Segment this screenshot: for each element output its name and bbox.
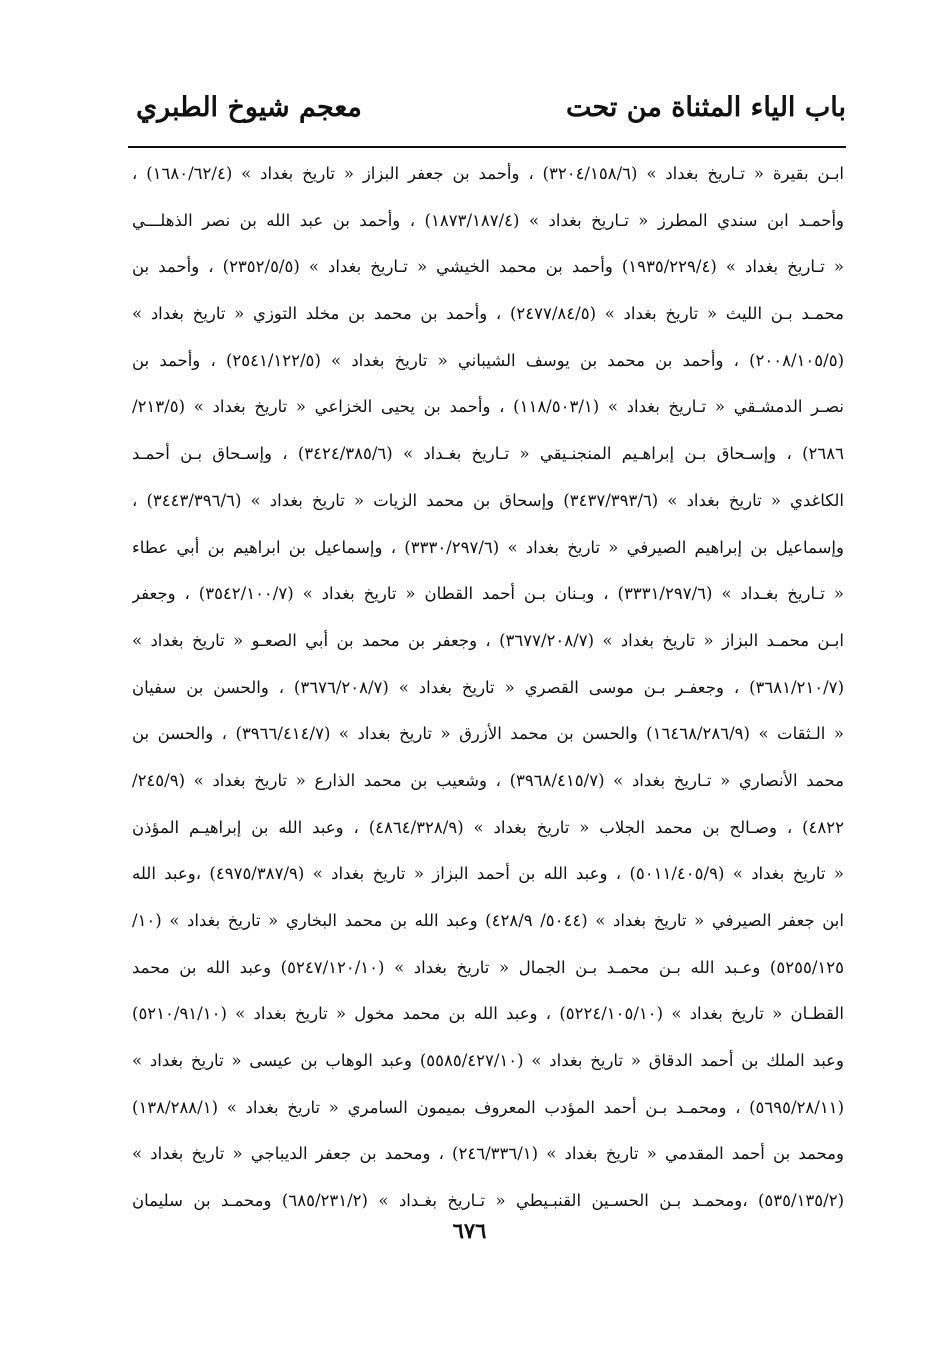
page-number: ٦٧٦ xyxy=(452,1218,487,1243)
text-line: « الـثقات » (١٦٤٦٨/٢٨٦/٩) والحسن بن محمد الأزرق « تاريخ بغداد » (٣٩٦٦/٤١٤/٧) ، والحسن بن xyxy=(132,724,844,744)
text-line: ٤٨٢٢) ، وصـالح بن محمد الجلاب « تاريخ بغداد » (٤٨٦٤/٣٢٨/٩) ، وعبد الله بن إبراهيـم المؤذن xyxy=(132,817,844,837)
text-line: ومحمد بن أحمد المقدمي « تاريخ بغداد » (٢٤٦/٣٣٦/١) ، ومحمد بن جعفر الديباجي « تاريخ بغداد » xyxy=(132,1144,844,1164)
text-line: (٢٠٠٨/١٠٥/٥) ، وأحمد بن محمد بن يوسف الشيباني « تاريخ بغداد » (٢٥٤١/١٢٢/٥) ، وأحمد بن xyxy=(132,350,844,370)
text-line: وعبد الملك بن أحمد الدقاق « تاريخ بغداد » (٥٥٨٥/٤٢٧/١٠) وعبد الوهاب بن عيسى « تاريخ بغداد » xyxy=(132,1051,844,1071)
text-line: محمد الأنصاري « تـاريخ بغداد » (٣٩٦٨/٤١٥/٧) ، وشعيب بن محمد الذارع « تاريخ بغداد » (٢٤٥/٩/ xyxy=(132,770,844,790)
text-line: « تاريخ بغداد » (٥٠١١/٤٠٥/٩) ، وعبد الله بن أحمد البزاز « تاريخ بغداد » (٤٩٧٥/٣٨٧/٩) ،وعبد الله xyxy=(132,864,844,884)
text-line: ابن جعفر الصيرفي « تاريخ بغداد » (٥٠٤٤/ ٤٢٨/٩) وعبد الله بن محمد البخاري « تاريخ بغداد » (١٠/ xyxy=(132,911,844,930)
text-line: ابـن محمـد البزاز « تاريخ بغداد » (٣٦٧٧/٢٠٨/٧) ، وجعفر بن محمد بن أبي الصعـو « تاريخ بغداد » xyxy=(132,630,844,650)
page-header xyxy=(128,92,846,142)
text-line: وأحمـد ابن سندي المطرز « تـاريخ بغداد » (١٨٧٣/١٨٧/٤) ، وأحمد بن عبد الله بن نصر الذهلـــي xyxy=(132,210,844,230)
text-line: (٥٣٥/١٣٥/٢) ،ومحمـد بـن الحسـين القنبـيطي « تـاريخ بغـداد » (٦٨٥/٢٣١/٢) ومحمـد بن سليمان xyxy=(132,1191,844,1211)
text-line: الكاغدي « تاريخ بغداد » (٣٤٣٧/٣٩٣/٦) وإسحاق بن محمد الزيات « تاريخ بغداد » (٣٤٤٣/٣٩٦/٦) ، xyxy=(132,490,844,510)
text-line: (٥٦٩٥/٢٨/١١) ، ومحمـد بـن أحمد المؤدب المعروف بميمون السامري « تاريخ بغداد » (١٣٨/٢٨٨/١) xyxy=(132,1097,844,1117)
text-line: وإسماعيل بن إبراهيم الصيرفي « تاريخ بغداد » (٣٣٣٠/٢٩٧/٦) ، وإسماعيل بن ابراهيم بن أبي عطاء xyxy=(132,537,844,557)
text-line: « تـاريخ بغـداد » (٣٣٣١/٢٩٧/٦) ، وبـنان بـن أحمد القطان « تاريخ بغداد » (٣٥٤٢/١٠٠/٧) ، وجعفر xyxy=(132,584,844,604)
chapter-title: باب الياء المثناة من تحت xyxy=(565,92,846,123)
text-line: ابـن بقيرة « تـاريخ بغداد » (٣٢٠٤/١٥٨/٦) ، وأحمد بن جعفر البزاز « تاريخ بغداد » (١٦٨٠/٦٢/٤) ، xyxy=(132,164,844,183)
text-line: « تـاريخ بغداد » (١٩٣٥/٢٢٩/٤) وأحمد بن محمد الخيشي « تـاريخ بغداد » (٢٣٥٢/٥/٥) ، وأحمد بن xyxy=(132,257,844,277)
text-line: ٥٢٥٥/١٢٥) وعـبد الله بـن محمـد بـن الجمال « تاريخ بغداد » (٥٢٤٧/١٢٠/١٠) وعبد الله بن محمد xyxy=(132,957,844,977)
body-text xyxy=(132,151,844,1225)
text-line: (٣٦٨١/٢١٠/٧) ، وجعفـر بـن موسى القصري « تاريخ بغداد » (٣٦٧٦/٢٠٨/٧) ، والحسن بن سفيان xyxy=(132,677,844,697)
header-divider xyxy=(128,146,846,148)
text-line: ٢٦٨٦) ، وإسـحاق بـن إبراهـيم المنجنـيقي « تـاريخ بغـداد » (٣٤٢٤/٣٨٥/٦) ، وإسـحاق بـن أحمـد xyxy=(132,444,844,464)
book-title: معجم شيوخ الطبري xyxy=(136,92,362,123)
text-line: محمـد بـن الليث « تاريخ بغداد » (٢٤٧٧/٨٤/٥) ، وأحمد بن محمد بن مخلد التوزي « تاريخ بغداد » xyxy=(132,304,844,324)
text-line: القطـان « تاريخ بغداد » (٥٢٢٤/١٠٥/١٠) ، وعبد الله بن محمد مخول « تاريخ بغداد » (٥٢١٠/٩١/١٠) xyxy=(132,1004,844,1024)
text-line: نصـر الدمشـقي « تـاريخ بغداد » (١١٨/٥٠٣/١) ، وأحمد بن يحيى الخزاعي « تاريخ بغداد » (٢١٣/٥/ xyxy=(132,397,844,417)
